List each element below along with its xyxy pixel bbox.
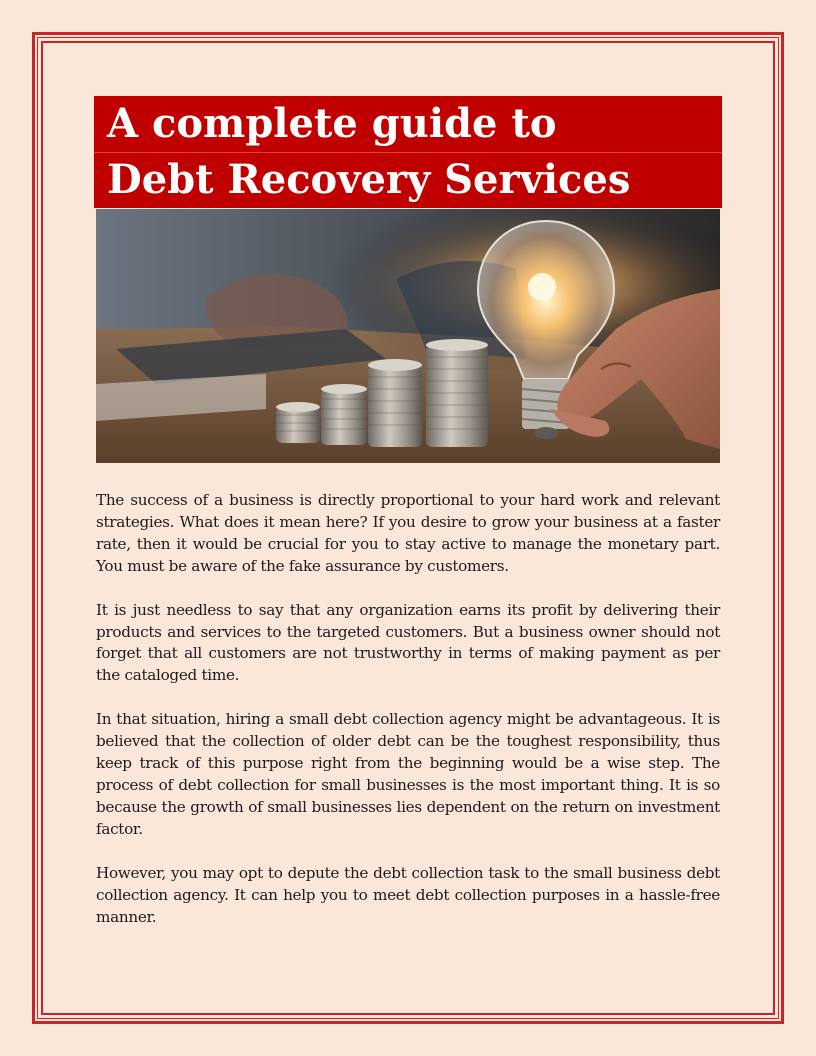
title-line-2: Debt Recovery Services bbox=[107, 156, 631, 203]
title-banner bbox=[94, 96, 722, 208]
title-line-1: A complete guide to bbox=[107, 100, 557, 147]
light-bulb-coins-illustration bbox=[96, 209, 720, 463]
paragraph-3: In that situation, hiring a small debt collection agency might be advantageous. It is believed that the collection of older debt can be the toughest responsibility, thus keep track of this purpose right from the beginning would be a wise step. The process of debt collection for small businesses is the most important thing. It is so because the growth of small businesses lies dependent on the return on investment factor. bbox=[96, 710, 720, 838]
paragraph-2: It is just needless to say that any organization earns its profit by delivering their products and services to the targeted customers. But a business owner should not forget that all customers are not trustworthy in terms of making payment as per the cataloged time. bbox=[96, 600, 720, 685]
paragraph-4: However, you may opt to depute the debt collection task to the small business debt collection agency. It can help you to meet debt collection purposes in a hassle-free manner. bbox=[96, 863, 720, 926]
paragraph-1: The success of a business is directly proportional to your hard work and relevant strategies. What does it mean here? If you desire to grow your business at a faster rate, then it would be crucial for you to stay active to manage the monetary part. You must be aware of the fake assurance by customers. bbox=[96, 491, 720, 575]
title-divider bbox=[94, 152, 722, 153]
hero-image bbox=[96, 209, 720, 463]
coin-stack-2 bbox=[321, 384, 367, 445]
coin-stack-3 bbox=[368, 359, 422, 447]
article-body bbox=[96, 490, 720, 950]
